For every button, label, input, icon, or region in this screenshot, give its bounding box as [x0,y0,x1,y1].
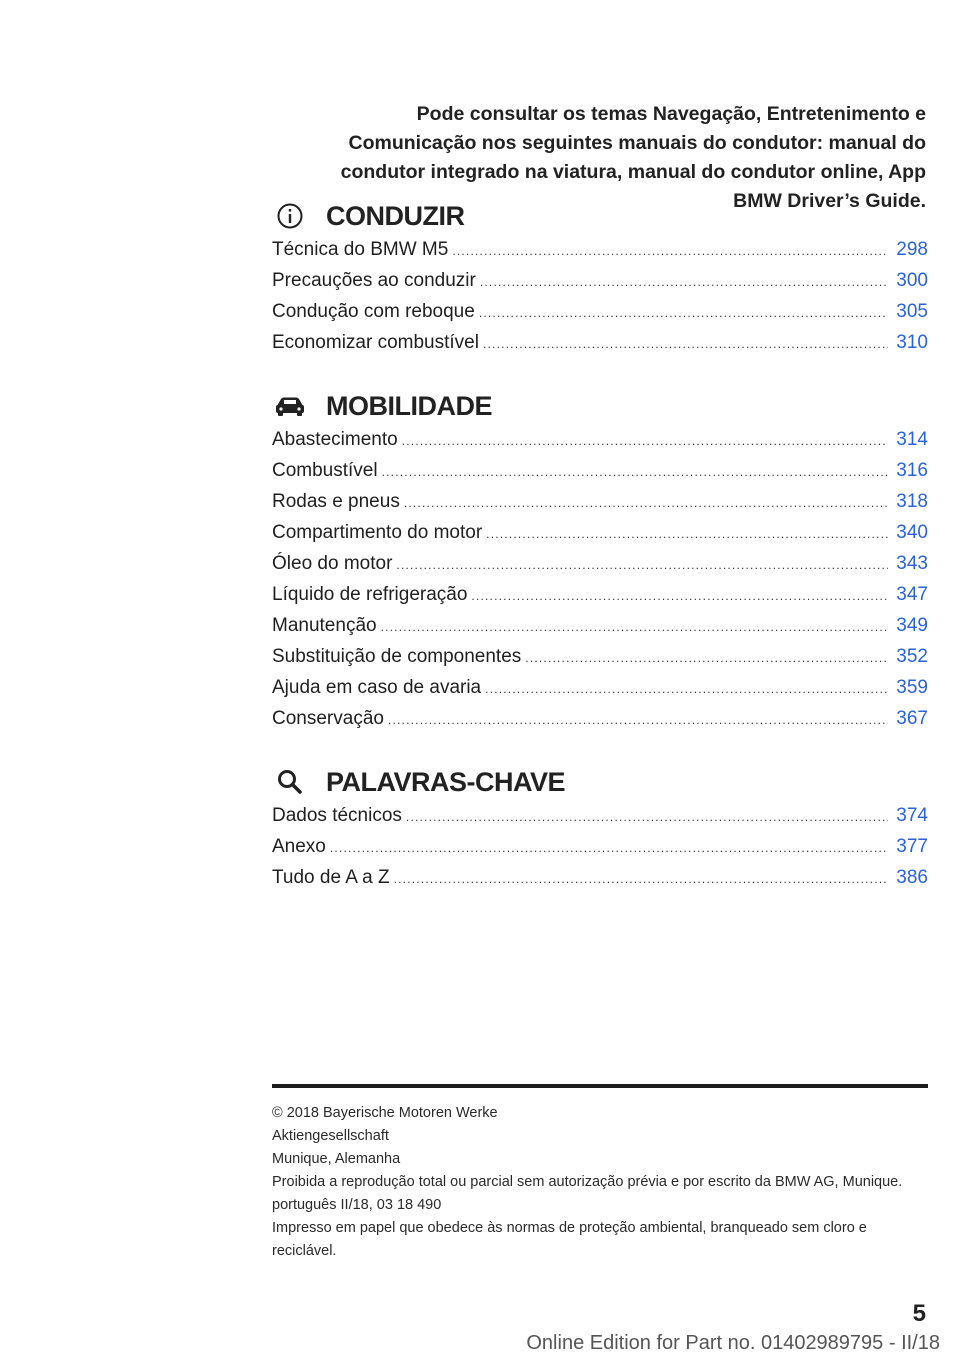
toc-entry[interactable] [272,836,928,867]
toc-entry-label: Precauções ao conduzir [272,270,476,291]
intro-note: Pode consultar os temas Navegação, Entretenimento e Comunicação nos seguintes manuais do condutor: manual do condutor integrado na viatura, manual do condutor online, App BMW Driver’s Guide. [340,103,926,212]
toc-page-link[interactable]: 367 [896,708,928,729]
location-line: Munique, Alemanha [272,1151,401,1167]
toc-entry-label: Substituição de componentes [272,646,522,667]
toc-page-link[interactable]: 310 [896,332,928,353]
search-icon [272,764,308,800]
toc-entry-label: Rodas e pneus [272,491,400,512]
toc-page-link[interactable]: 300 [896,270,928,291]
dot-leader [396,558,888,572]
toc-entry-label: Tudo de A a Z [272,867,390,888]
toc-entry-label: Dados técnicos [272,805,402,826]
dot-leader [388,713,888,727]
dot-leader [404,496,888,510]
toc-entry[interactable] [272,332,928,363]
toc-entry-label: Óleo do motor [272,553,393,574]
toc-entry-label: Condução com reboque [272,301,475,322]
car-icon [272,388,308,424]
toc-entry-label: Conservação [272,708,384,729]
toc-entry[interactable] [272,867,928,898]
toc-page-link[interactable]: 347 [896,584,928,605]
section-header-conduzir [272,196,932,236]
dot-leader [525,651,888,665]
reproduction-notice: Proibida a reprodução total ou parcial sem autorização prévia e por escrito da BMW AG, Munique. [272,1174,903,1190]
toc-page-link[interactable]: 386 [896,867,928,888]
toc-entry[interactable] [272,522,928,553]
toc-entry[interactable] [272,239,928,270]
footer-divider [272,1084,928,1088]
toc-page-link[interactable]: 352 [896,646,928,667]
toc-page-link[interactable]: 316 [896,460,928,481]
dot-leader [480,275,888,289]
company-line: Aktiengesellschaft [272,1128,389,1144]
page-number: 5 [912,1300,926,1327]
dot-leader [486,527,888,541]
toc-page-link[interactable]: 314 [896,429,928,450]
toc-page-link[interactable]: 374 [896,805,928,826]
toc-entry[interactable] [272,584,928,615]
toc-entry-label: Técnica do BMW M5 [272,239,449,260]
toc-entry[interactable] [272,553,928,584]
toc-entry[interactable] [272,301,928,332]
online-edition-watermark: Online Edition for Part no. 01402989795 - II/18 [526,1332,940,1354]
section-header-palavras-chave [272,762,932,802]
toc-entry[interactable] [272,491,928,522]
section-title: CONDUZIR [326,200,465,231]
toc-entry[interactable] [272,677,928,708]
toc-entry[interactable] [272,805,928,836]
section-title: PALAVRAS-CHAVE [326,766,566,797]
dot-leader [479,306,888,320]
edition-code: português II/18, 03 18 490 [272,1197,442,1213]
dot-leader [381,620,889,634]
dot-leader [471,589,888,603]
copyright-line: © 2018 Bayerische Motoren Werke [272,1105,498,1121]
toc-page-link[interactable]: 318 [896,491,928,512]
toc-page-link[interactable]: 359 [896,677,928,698]
toc-entry[interactable] [272,708,928,739]
toc-entry-label: Líquido de refrigeração [272,584,468,605]
dot-leader [394,872,889,886]
paper-note: Impresso em papel que obedece às normas de proteção ambiental, branqueado sem cloro e reciclável. [272,1220,867,1259]
imprint [272,1102,928,1263]
toc-entry-label: Anexo [272,836,326,857]
toc-page-link[interactable]: 298 [896,239,928,260]
toc-entry-label: Ajuda em caso de avaria [272,677,482,698]
toc-entry-label: Abastecimento [272,429,398,450]
dot-leader [406,810,888,824]
section-header-mobilidade [272,386,932,426]
toc-entry-label: Manutenção [272,615,377,636]
toc-page-link[interactable]: 349 [896,615,928,636]
dot-leader [483,337,888,351]
toc-page-link[interactable]: 377 [896,836,928,857]
toc-entry-label: Economizar combustível [272,332,479,353]
dot-leader [330,841,888,855]
toc-list-palavras-chave [272,805,928,898]
toc-entry[interactable] [272,270,928,301]
toc-page-link[interactable]: 340 [896,522,928,543]
dot-leader [485,682,888,696]
toc-entry[interactable] [272,646,928,677]
toc-entry[interactable] [272,429,928,460]
toc-page-link[interactable]: 343 [896,553,928,574]
dot-leader [402,434,889,448]
section-title: MOBILIDADE [326,390,492,421]
toc-entry-label: Compartimento do motor [272,522,483,543]
info-icon [272,198,308,234]
toc-entry[interactable] [272,460,928,491]
toc-page-link[interactable]: 305 [896,301,928,322]
toc-list-conduzir [272,239,928,363]
toc-list-mobilidade [272,429,928,739]
toc-entry-label: Combustível [272,460,378,481]
toc-entry[interactable] [272,615,928,646]
dot-leader [452,244,888,258]
dot-leader [382,465,889,479]
